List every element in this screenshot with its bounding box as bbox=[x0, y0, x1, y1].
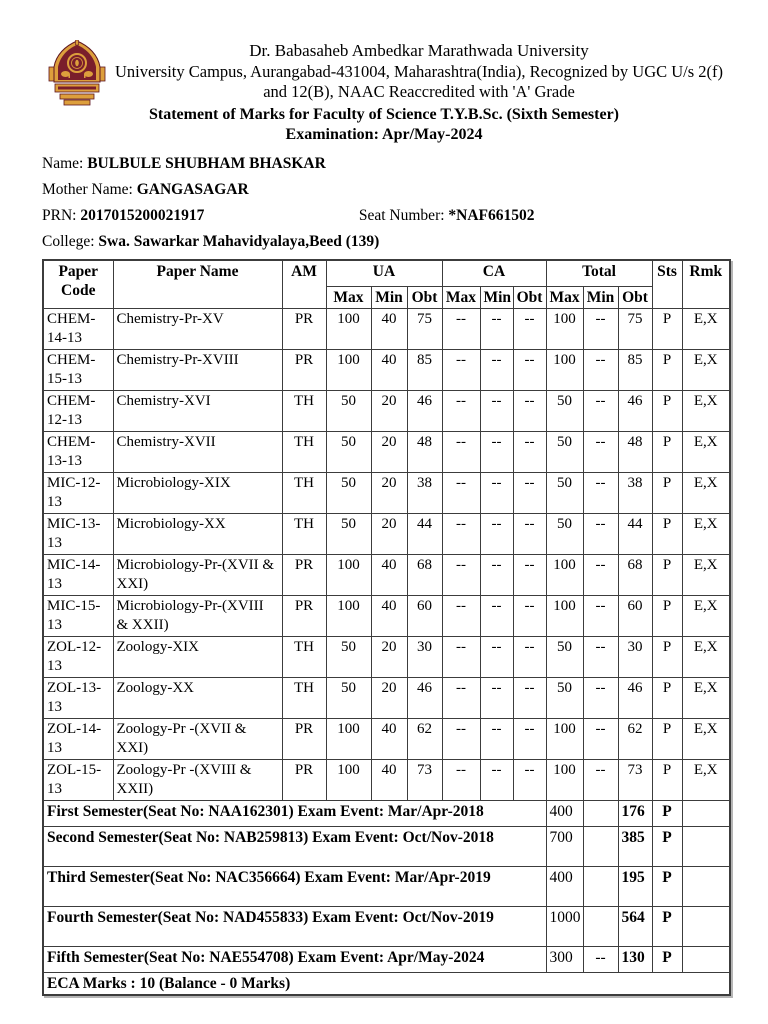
ca-max-cell: -- bbox=[442, 636, 480, 677]
remark-cell: E,X bbox=[682, 759, 730, 800]
student-name-line bbox=[42, 151, 728, 177]
paper-code-cell: MIC-12-13 bbox=[43, 472, 113, 513]
total-obt-cell: 60 bbox=[618, 595, 652, 636]
ua-min-cell: 40 bbox=[371, 759, 407, 800]
am-cell: PR bbox=[282, 595, 326, 636]
ua-max-cell: 100 bbox=[326, 718, 371, 759]
ua-max-cell: 50 bbox=[326, 472, 371, 513]
ua-min-cell: 40 bbox=[371, 554, 407, 595]
mother-name-label: Mother Name: bbox=[42, 181, 133, 198]
total-max-cell: 100 bbox=[546, 595, 583, 636]
semester-min-cell: -- bbox=[583, 946, 618, 972]
ca-max-cell: -- bbox=[442, 718, 480, 759]
semester-obt-cell: 195 bbox=[618, 866, 652, 906]
ca-max-cell: -- bbox=[442, 390, 480, 431]
total-max-cell: 100 bbox=[546, 554, 583, 595]
status-cell: P bbox=[652, 759, 682, 800]
col-header-ca: CA bbox=[442, 260, 546, 286]
semester-min-cell bbox=[583, 826, 618, 866]
semester-min-cell bbox=[583, 800, 618, 826]
ca-max-cell: -- bbox=[442, 472, 480, 513]
semester-min-cell bbox=[583, 906, 618, 946]
university-emblem-icon bbox=[48, 40, 106, 106]
col-header-paper-name: Paper Name bbox=[113, 260, 282, 308]
total-min-cell: -- bbox=[583, 308, 618, 349]
ua-obt-cell: 44 bbox=[407, 513, 442, 554]
am-cell: TH bbox=[282, 390, 326, 431]
semester-remark-cell bbox=[682, 826, 730, 866]
marks-table bbox=[42, 259, 731, 996]
semester-summary-row bbox=[43, 866, 730, 906]
semester-status-cell: P bbox=[652, 946, 682, 972]
total-min-cell: -- bbox=[583, 554, 618, 595]
am-cell: PR bbox=[282, 718, 326, 759]
ua-max-cell: 50 bbox=[326, 677, 371, 718]
semester-remark-cell bbox=[682, 906, 730, 946]
ca-obt-cell: -- bbox=[513, 308, 546, 349]
semester-status-cell: P bbox=[652, 906, 682, 946]
paper-row bbox=[43, 677, 730, 718]
paper-code-cell: ZOL-15-13 bbox=[43, 759, 113, 800]
semester-max-cell: 400 bbox=[546, 866, 583, 906]
status-cell: P bbox=[652, 513, 682, 554]
ca-min-cell: -- bbox=[480, 718, 513, 759]
ca-obt-cell: -- bbox=[513, 472, 546, 513]
ca-max-cell: -- bbox=[442, 595, 480, 636]
semester-remark-cell bbox=[682, 866, 730, 906]
eca-marks-row bbox=[43, 972, 730, 995]
total-min-cell: -- bbox=[583, 595, 618, 636]
paper-row bbox=[43, 718, 730, 759]
marks-table-body bbox=[43, 308, 730, 995]
remark-cell: E,X bbox=[682, 554, 730, 595]
subcol-header-min-1: Min bbox=[371, 286, 407, 308]
ca-obt-cell: -- bbox=[513, 513, 546, 554]
ua-min-cell: 20 bbox=[371, 472, 407, 513]
ca-min-cell: -- bbox=[480, 513, 513, 554]
ca-min-cell: -- bbox=[480, 759, 513, 800]
ua-max-cell: 100 bbox=[326, 554, 371, 595]
ca-obt-cell: -- bbox=[513, 677, 546, 718]
semester-min-cell bbox=[583, 866, 618, 906]
remark-cell: E,X bbox=[682, 390, 730, 431]
prn-value: 2017015200021917 bbox=[80, 207, 205, 224]
paper-name-cell: Chemistry-XVII bbox=[113, 431, 282, 472]
semester-summary-row bbox=[43, 906, 730, 946]
ua-min-cell: 20 bbox=[371, 677, 407, 718]
semester-obt-cell: 564 bbox=[618, 906, 652, 946]
col-header-total: Total bbox=[546, 260, 652, 286]
status-cell: P bbox=[652, 636, 682, 677]
ua-min-cell: 20 bbox=[371, 431, 407, 472]
am-cell: TH bbox=[282, 472, 326, 513]
paper-name-cell: Chemistry-Pr-XV bbox=[113, 308, 282, 349]
paper-code-cell: MIC-15-13 bbox=[43, 595, 113, 636]
paper-code-cell: ZOL-14-13 bbox=[43, 718, 113, 759]
examination-line: Examination: Apr/May-2024 bbox=[285, 126, 483, 143]
eca-marks-cell: ECA Marks : 10 (Balance - 0 Marks) bbox=[43, 972, 730, 995]
ua-obt-cell: 48 bbox=[407, 431, 442, 472]
ua-min-cell: 20 bbox=[371, 513, 407, 554]
status-cell: P bbox=[652, 308, 682, 349]
total-max-cell: 100 bbox=[546, 349, 583, 390]
remark-cell: E,X bbox=[682, 677, 730, 718]
ua-min-cell: 20 bbox=[371, 390, 407, 431]
status-cell: P bbox=[652, 431, 682, 472]
paper-row bbox=[43, 554, 730, 595]
subcol-header-max-0: Max bbox=[326, 286, 371, 308]
semester-remark-cell bbox=[682, 946, 730, 972]
ua-min-cell: 20 bbox=[371, 636, 407, 677]
semester-status-cell: P bbox=[652, 826, 682, 866]
statement-title: Statement of Marks for Faculty of Science T.Y.B.Sc. (Sixth Semester) bbox=[149, 106, 619, 123]
ca-min-cell: -- bbox=[480, 554, 513, 595]
subcol-header-max-3: Max bbox=[442, 286, 480, 308]
semester-max-cell: 1000 bbox=[546, 906, 583, 946]
semester-label-cell: Fourth Semester(Seat No: NAD455833) Exam Event: Oct/Nov-2019 bbox=[43, 906, 546, 946]
ua-max-cell: 100 bbox=[326, 349, 371, 390]
header-row-groups bbox=[43, 260, 730, 286]
paper-code-cell: CHEM-14-13 bbox=[43, 308, 113, 349]
paper-row bbox=[43, 636, 730, 677]
col-header-sts: Sts bbox=[652, 260, 682, 308]
prn-seat-line bbox=[42, 203, 728, 229]
ca-obt-cell: -- bbox=[513, 431, 546, 472]
mother-name-line bbox=[42, 177, 728, 203]
remark-cell: E,X bbox=[682, 718, 730, 759]
total-obt-cell: 73 bbox=[618, 759, 652, 800]
total-min-cell: -- bbox=[583, 390, 618, 431]
semester-summary-row bbox=[43, 800, 730, 826]
paper-row bbox=[43, 390, 730, 431]
total-min-cell: -- bbox=[583, 472, 618, 513]
paper-code-cell: ZOL-13-13 bbox=[43, 677, 113, 718]
total-max-cell: 100 bbox=[546, 718, 583, 759]
am-cell: PR bbox=[282, 759, 326, 800]
am-cell: TH bbox=[282, 513, 326, 554]
total-max-cell: 100 bbox=[546, 308, 583, 349]
am-cell: PR bbox=[282, 308, 326, 349]
ca-max-cell: -- bbox=[442, 513, 480, 554]
total-min-cell: -- bbox=[583, 431, 618, 472]
ca-min-cell: -- bbox=[480, 390, 513, 431]
ua-min-cell: 40 bbox=[371, 718, 407, 759]
total-obt-cell: 75 bbox=[618, 308, 652, 349]
total-min-cell: -- bbox=[583, 759, 618, 800]
paper-row bbox=[43, 472, 730, 513]
prn-label: PRN: bbox=[42, 207, 77, 224]
subcol-header-obt-5: Obt bbox=[513, 286, 546, 308]
total-obt-cell: 38 bbox=[618, 472, 652, 513]
paper-name-cell: Zoology-XX bbox=[113, 677, 282, 718]
total-obt-cell: 44 bbox=[618, 513, 652, 554]
total-obt-cell: 46 bbox=[618, 677, 652, 718]
total-obt-cell: 30 bbox=[618, 636, 652, 677]
paper-code-cell: MIC-14-13 bbox=[43, 554, 113, 595]
ca-max-cell: -- bbox=[442, 759, 480, 800]
semester-label-cell: Second Semester(Seat No: NAB259813) Exam Event: Oct/Nov-2018 bbox=[43, 826, 546, 866]
status-cell: P bbox=[652, 677, 682, 718]
semester-obt-cell: 385 bbox=[618, 826, 652, 866]
paper-name-cell: Chemistry-XVI bbox=[113, 390, 282, 431]
paper-code-cell: ZOL-12-13 bbox=[43, 636, 113, 677]
am-cell: TH bbox=[282, 431, 326, 472]
ca-obt-cell: -- bbox=[513, 595, 546, 636]
ca-obt-cell: -- bbox=[513, 718, 546, 759]
total-max-cell: 50 bbox=[546, 431, 583, 472]
paper-name-cell: Microbiology-Pr-(XVIII & XXII) bbox=[113, 595, 282, 636]
ua-max-cell: 50 bbox=[326, 390, 371, 431]
semester-max-cell: 400 bbox=[546, 800, 583, 826]
ca-min-cell: -- bbox=[480, 677, 513, 718]
subcol-header-obt-2: Obt bbox=[407, 286, 442, 308]
ua-obt-cell: 75 bbox=[407, 308, 442, 349]
semester-label-cell: Fifth Semester(Seat No: NAE554708) Exam Event: Apr/May-2024 bbox=[43, 946, 546, 972]
ca-max-cell: -- bbox=[442, 308, 480, 349]
am-cell: TH bbox=[282, 677, 326, 718]
university-title-block bbox=[110, 40, 728, 102]
ua-max-cell: 50 bbox=[326, 431, 371, 472]
paper-row bbox=[43, 308, 730, 349]
ua-max-cell: 50 bbox=[326, 636, 371, 677]
paper-row bbox=[43, 595, 730, 636]
ca-max-cell: -- bbox=[442, 554, 480, 595]
paper-name-cell: Zoology-XIX bbox=[113, 636, 282, 677]
ua-obt-cell: 62 bbox=[407, 718, 442, 759]
paper-code-cell: CHEM-15-13 bbox=[43, 349, 113, 390]
am-cell: PR bbox=[282, 349, 326, 390]
mother-name-value: GANGASAGAR bbox=[136, 181, 249, 198]
semester-max-cell: 700 bbox=[546, 826, 583, 866]
total-min-cell: -- bbox=[583, 513, 618, 554]
ua-obt-cell: 38 bbox=[407, 472, 442, 513]
ua-obt-cell: 60 bbox=[407, 595, 442, 636]
am-cell: TH bbox=[282, 636, 326, 677]
semester-label-cell: Third Semester(Seat No: NAC356664) Exam Event: Mar/Apr-2019 bbox=[43, 866, 546, 906]
ua-min-cell: 40 bbox=[371, 349, 407, 390]
seat-number-value: *NAF661502 bbox=[448, 207, 535, 224]
paper-row bbox=[43, 513, 730, 554]
ua-max-cell: 100 bbox=[326, 759, 371, 800]
ca-min-cell: -- bbox=[480, 472, 513, 513]
ua-min-cell: 40 bbox=[371, 308, 407, 349]
remark-cell: E,X bbox=[682, 636, 730, 677]
document-header bbox=[0, 0, 768, 102]
remark-cell: E,X bbox=[682, 513, 730, 554]
subcol-header-obt-8: Obt bbox=[618, 286, 652, 308]
semester-obt-cell: 130 bbox=[618, 946, 652, 972]
semester-remark-cell bbox=[682, 800, 730, 826]
college-label: College: bbox=[42, 233, 95, 250]
semester-summary-row bbox=[43, 946, 730, 972]
total-max-cell: 50 bbox=[546, 472, 583, 513]
status-cell: P bbox=[652, 390, 682, 431]
total-obt-cell: 48 bbox=[618, 431, 652, 472]
remark-cell: E,X bbox=[682, 349, 730, 390]
remark-cell: E,X bbox=[682, 472, 730, 513]
status-cell: P bbox=[652, 349, 682, 390]
ca-obt-cell: -- bbox=[513, 554, 546, 595]
am-cell: PR bbox=[282, 554, 326, 595]
total-obt-cell: 68 bbox=[618, 554, 652, 595]
paper-name-cell: Zoology-Pr -(XVIII & XXII) bbox=[113, 759, 282, 800]
seat-number-label: Seat Number: bbox=[358, 207, 445, 224]
total-min-cell: -- bbox=[583, 349, 618, 390]
ca-obt-cell: -- bbox=[513, 759, 546, 800]
university-name: Dr. Babasaheb Ambedkar Marathwada University bbox=[249, 41, 589, 60]
ua-obt-cell: 68 bbox=[407, 554, 442, 595]
paper-code-cell: MIC-13-13 bbox=[43, 513, 113, 554]
ca-min-cell: -- bbox=[480, 595, 513, 636]
status-cell: P bbox=[652, 595, 682, 636]
total-min-cell: -- bbox=[583, 718, 618, 759]
ua-obt-cell: 85 bbox=[407, 349, 442, 390]
semester-status-cell: P bbox=[652, 866, 682, 906]
ua-obt-cell: 46 bbox=[407, 390, 442, 431]
col-header-am: AM bbox=[282, 260, 326, 308]
ca-max-cell: -- bbox=[442, 677, 480, 718]
paper-name-cell: Zoology-Pr -(XVII & XXI) bbox=[113, 718, 282, 759]
semester-obt-cell: 176 bbox=[618, 800, 652, 826]
paper-name-cell: Chemistry-Pr-XVIII bbox=[113, 349, 282, 390]
col-header-ua: UA bbox=[326, 260, 442, 286]
total-obt-cell: 85 bbox=[618, 349, 652, 390]
subcol-header-max-6: Max bbox=[546, 286, 583, 308]
ua-max-cell: 100 bbox=[326, 595, 371, 636]
remark-cell: E,X bbox=[682, 595, 730, 636]
paper-row bbox=[43, 431, 730, 472]
subcol-header-min-7: Min bbox=[583, 286, 618, 308]
paper-name-cell: Microbiology-Pr-(XVII & XXI) bbox=[113, 554, 282, 595]
semester-label-cell: First Semester(Seat No: NAA162301) Exam Event: Mar/Apr-2018 bbox=[43, 800, 546, 826]
paper-name-cell: Microbiology-XIX bbox=[113, 472, 282, 513]
ua-obt-cell: 73 bbox=[407, 759, 442, 800]
semester-summary-row bbox=[43, 826, 730, 866]
ca-obt-cell: -- bbox=[513, 636, 546, 677]
paper-code-cell: CHEM-13-13 bbox=[43, 431, 113, 472]
col-header-paper-code: Paper Code bbox=[43, 260, 113, 308]
semester-max-cell: 300 bbox=[546, 946, 583, 972]
ua-obt-cell: 46 bbox=[407, 677, 442, 718]
remark-cell: E,X bbox=[682, 431, 730, 472]
status-cell: P bbox=[652, 718, 682, 759]
ca-min-cell: -- bbox=[480, 349, 513, 390]
total-max-cell: 50 bbox=[546, 390, 583, 431]
remark-cell: E,X bbox=[682, 308, 730, 349]
subcol-header-min-4: Min bbox=[480, 286, 513, 308]
total-obt-cell: 62 bbox=[618, 718, 652, 759]
total-max-cell: 50 bbox=[546, 677, 583, 718]
ca-obt-cell: -- bbox=[513, 349, 546, 390]
paper-name-cell: Microbiology-XX bbox=[113, 513, 282, 554]
total-max-cell: 100 bbox=[546, 759, 583, 800]
semester-status-cell: P bbox=[652, 800, 682, 826]
ca-max-cell: -- bbox=[442, 349, 480, 390]
ca-obt-cell: -- bbox=[513, 390, 546, 431]
ua-max-cell: 50 bbox=[326, 513, 371, 554]
paper-code-cell: CHEM-12-13 bbox=[43, 390, 113, 431]
status-cell: P bbox=[652, 554, 682, 595]
total-min-cell: -- bbox=[583, 636, 618, 677]
paper-row bbox=[43, 759, 730, 800]
total-min-cell: -- bbox=[583, 677, 618, 718]
total-obt-cell: 46 bbox=[618, 390, 652, 431]
ca-min-cell: -- bbox=[480, 636, 513, 677]
student-name-value: BULBULE SHUBHAM BHASKAR bbox=[87, 155, 326, 172]
total-max-cell: 50 bbox=[546, 636, 583, 677]
college-value: Swa. Sawarkar Mahavidyalaya,Beed (139) bbox=[98, 233, 380, 250]
total-max-cell: 50 bbox=[546, 513, 583, 554]
status-cell: P bbox=[652, 472, 682, 513]
ca-max-cell: -- bbox=[442, 431, 480, 472]
ua-obt-cell: 30 bbox=[407, 636, 442, 677]
university-address: University Campus, Aurangabad-431004, Maharashtra(India), Recognized by UGC U/s 2(f) and 12(B), NAAC Reaccredited with 'A' Grade bbox=[114, 62, 724, 101]
seat-group bbox=[359, 207, 535, 224]
student-info-block bbox=[42, 151, 728, 255]
college-line bbox=[42, 229, 728, 255]
marks-table-header bbox=[43, 260, 730, 308]
paper-row bbox=[43, 349, 730, 390]
ca-min-cell: -- bbox=[480, 308, 513, 349]
name-label: Name: bbox=[42, 155, 84, 172]
ca-min-cell: -- bbox=[480, 431, 513, 472]
ua-min-cell: 40 bbox=[371, 595, 407, 636]
ua-max-cell: 100 bbox=[326, 308, 371, 349]
prn-group bbox=[42, 203, 355, 229]
col-header-rmk: Rmk bbox=[682, 260, 730, 308]
